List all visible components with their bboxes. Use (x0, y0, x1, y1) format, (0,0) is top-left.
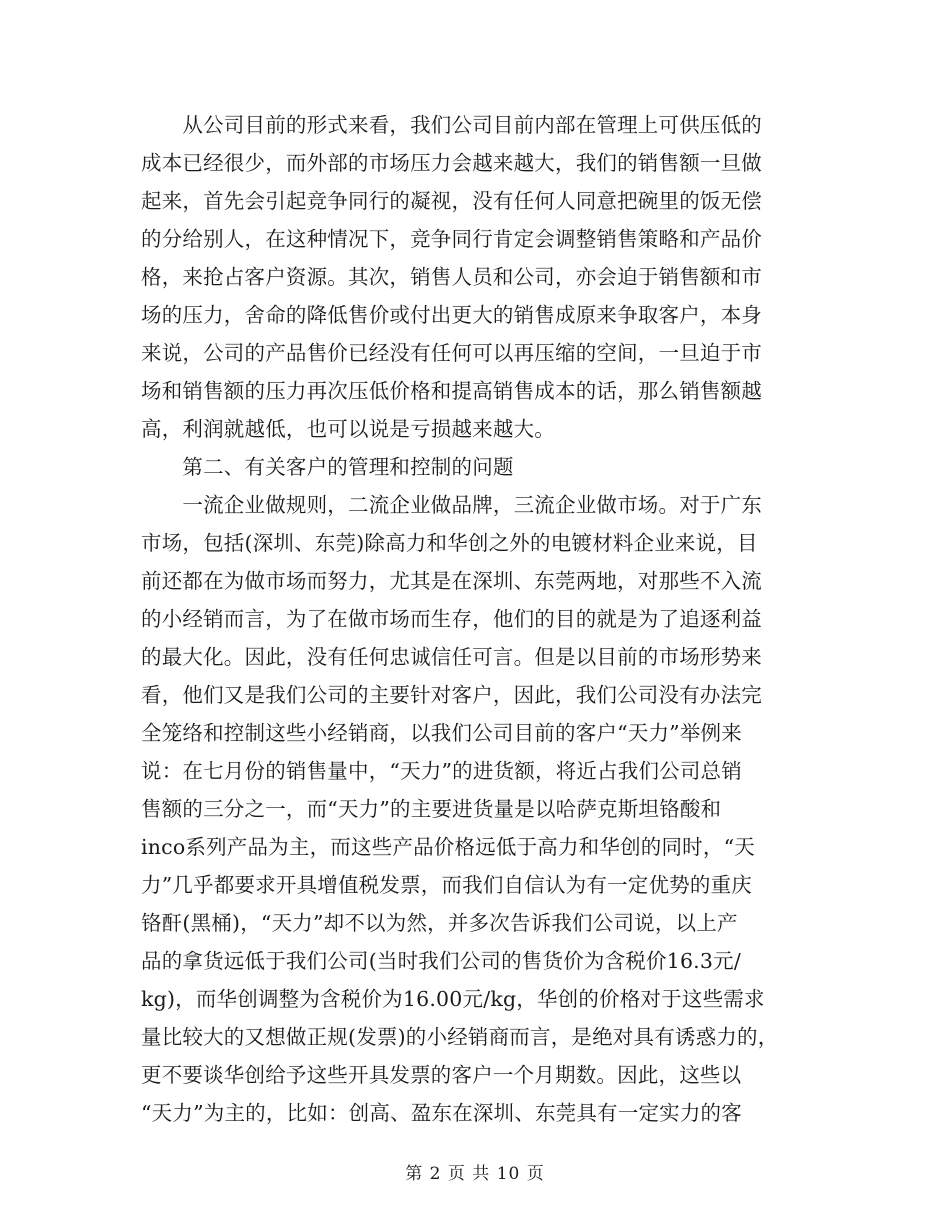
section-heading: 第二、有关客户的管理和控制的问题 (141, 455, 514, 479)
text-line: 成本已经很少，而外部的市场压力会越来越大，我们的销售额一旦做 (141, 151, 762, 175)
text-line: 场和销售额的压力再次压低价格和提高销售成本的话，那么销售额越 (141, 379, 762, 403)
text-line: 市场，包括(深圳、东莞)除高力和华创之外的电镀材料企业来说，目 (141, 531, 758, 555)
text-line: 从公司目前的形式来看，我们公司目前内部在管理上可供压低的 (141, 113, 762, 137)
text-line: 的分给别人，在这种情况下，竞争同行肯定会调整销售策略和产品价 (141, 227, 762, 251)
text-line: 场的压力，舍命的降低售价或付出更大的销售成原来争取客户，本身 (141, 303, 762, 327)
text-line: kg)，而华创调整为含税价为16.00元/kg，华创的价格对于这些需求 (141, 987, 765, 1011)
text-line: 的小经销而言，为了在做市场而生存，他们的目的就是为了追逐利益 (141, 607, 762, 631)
text-line: 起来，首先会引起竞争同行的凝视，没有任何人同意把碗里的饭无偿 (141, 189, 762, 213)
text-line: 品的拿货远低于我们公司(当时我们公司的售货价为含税价16.3元/ (141, 949, 741, 973)
text-line: 更不要谈华创给予这些开具发票的客户一个月期数。因此，这些以 (141, 1063, 742, 1087)
text-line: 量比较大的又想做正规(发票)的小经销商而言，是绝对具有诱惑力的， (141, 1025, 779, 1049)
text-line: 售额的三分之一，而“天力”的主要进货量是以哈萨克斯坦铬酸和 (141, 797, 722, 821)
text-line: 的最大化。因此，没有任何忠诚信任可言。但是以目前的市场形势来 (141, 645, 762, 669)
text-line: 看，他们又是我们公司的主要针对客户，因此，我们公司没有办法完 (141, 683, 762, 707)
text-line: 格，来抢占客户资源。其次，销售人员和公司，亦会迫于销售额和市 (141, 265, 762, 289)
text-line: 来说，公司的产品售价已经没有任何可以再压缩的空间，一旦迫于市 (141, 341, 762, 365)
page-number-footer: 第 2 页 共 10 页 (405, 1164, 545, 1184)
text-line: 铬酐(黑桶)，“天力”却不以为然，并多次告诉我们公司说，以上产 (141, 911, 738, 935)
text-line: 一流企业做规则，二流企业做品牌，三流企业做市场。对于广东 (141, 493, 762, 517)
text-line: 力”几乎都要求开具增值税发票，而我们自信认为有一定优势的重庆 (141, 873, 752, 897)
text-line: 全笼络和控制这些小经销商，以我们公司目前的客户“天力”举例来 (141, 721, 742, 745)
text-line: 说：在七月份的销售量中，“天力”的进货额，将近占我们公司总销 (141, 759, 742, 783)
text-line: 高，利润就越低，也可以说是亏损越来越大。 (141, 417, 555, 441)
text-line: 前还都在为做市场而努力，尤其是在深圳、东莞两地，对那些不入流 (141, 569, 762, 593)
text-line: inco系列产品为主，而这些产品价格远低于高力和华创的同时，“天 (141, 835, 755, 859)
text-line: “天力”为主的，比如：创高、盈东在深圳、东莞具有一定实力的客 (141, 1101, 742, 1125)
